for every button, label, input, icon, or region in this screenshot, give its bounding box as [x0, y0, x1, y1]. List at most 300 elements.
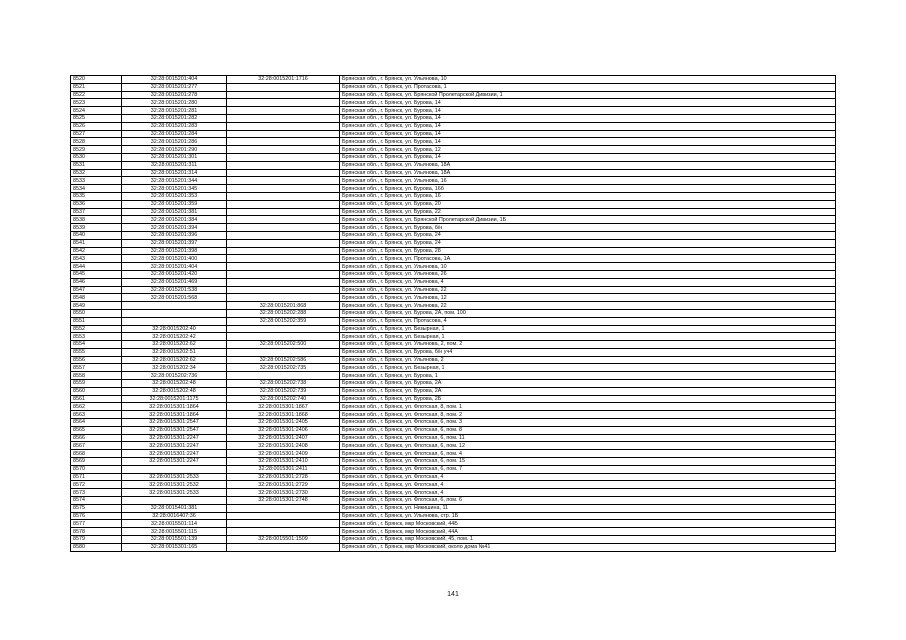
cell-row-number: 8568	[71, 450, 122, 458]
cell-object-number	[227, 278, 340, 286]
cell-row-number: 8531	[71, 161, 122, 169]
cell-row-number: 8549	[71, 302, 122, 310]
cell-row-number: 8535	[71, 192, 122, 200]
cell-address: Брянская обл., г. Брянск, ул. Бурова, 16б	[340, 185, 836, 193]
cell-parcel-number	[122, 317, 227, 325]
cell-address: Брянская обл., г. Брянск, ул. Бурова, б/н	[340, 224, 836, 232]
cell-object-number	[227, 122, 340, 130]
cell-object-number: 32:28:0015301:2411	[227, 465, 340, 473]
cell-row-number: 8526	[71, 122, 122, 130]
cell-object-number	[227, 161, 340, 169]
cell-address: Брянская обл., г. Брянск, ул. Бурова, 14	[340, 153, 836, 161]
cell-parcel-number: 32:28:0015301:165	[122, 543, 227, 551]
cell-object-number: 32:28:0015202:739	[227, 387, 340, 395]
table-row	[71, 512, 836, 520]
cell-object-number	[227, 177, 340, 185]
cell-row-number: 8565	[71, 426, 122, 434]
table-row	[71, 76, 836, 84]
table-row	[71, 434, 836, 442]
cell-row-number: 8543	[71, 255, 122, 263]
cell-row-number: 8539	[71, 224, 122, 232]
cell-parcel-number: 32:28:0015301:2247	[122, 434, 227, 442]
cell-parcel-number: 32:28:0015202:40	[122, 325, 227, 333]
cell-row-number: 8575	[71, 504, 122, 512]
cell-object-number	[227, 200, 340, 208]
cell-object-number	[227, 239, 340, 247]
table-row	[71, 528, 836, 536]
cell-parcel-number: 32:28:0015201:538	[122, 286, 227, 294]
cell-address: Брянская обл., г. Брянск, ул. Флотская, 6, пом. 4	[340, 450, 836, 458]
cell-parcel-number: 32:28:0015201:301	[122, 153, 227, 161]
cell-address: Брянская обл., г. Брянск, ул. Флотская, 8, пом. 2	[340, 411, 836, 419]
cell-row-number: 8547	[71, 286, 122, 294]
cell-parcel-number: 32:28:0015202:736	[122, 372, 227, 380]
cell-row-number: 8557	[71, 364, 122, 372]
cell-object-number: 32:28:0015301:2728	[227, 473, 340, 481]
cell-parcel-number: 32:28:0015301:2547	[122, 419, 227, 427]
cell-row-number: 8580	[71, 543, 122, 551]
cell-address: Брянская обл., г. Брянск, ул. Ульянова, 10	[340, 76, 836, 84]
cell-object-number: 32:28:0015301:2409	[227, 450, 340, 458]
cell-parcel-number	[122, 309, 227, 317]
cell-row-number: 8537	[71, 208, 122, 216]
cell-parcel-number: 32:28:0015201:404	[122, 76, 227, 84]
cell-parcel-number: 32:28:0015501:115	[122, 528, 227, 536]
cell-object-number	[227, 520, 340, 528]
table-row	[71, 255, 836, 263]
cell-address: Брянская обл., г. Брянск, ул. Флотская, 4	[340, 473, 836, 481]
cell-object-number	[227, 512, 340, 520]
cell-address: Брянская обл., г. Брянск, ул. Флотская, 6, пом. 7	[340, 465, 836, 473]
table-row	[71, 426, 836, 434]
cell-parcel-number: 32:28:0015202:51	[122, 348, 227, 356]
cell-row-number: 8572	[71, 481, 122, 489]
cell-address: Брянская обл., г. Брянск, ул. Ульянова, 18А	[340, 169, 836, 177]
table-row	[71, 504, 836, 512]
cell-object-number	[227, 348, 340, 356]
table-row	[71, 497, 836, 505]
cell-object-number	[227, 372, 340, 380]
table-row	[71, 224, 836, 232]
cell-row-number: 8550	[71, 309, 122, 317]
cell-parcel-number: 32:28:0015202:62	[122, 356, 227, 364]
cell-row-number: 8559	[71, 380, 122, 388]
cell-row-number: 8571	[71, 473, 122, 481]
table-row	[71, 114, 836, 122]
cell-address: Брянская обл., г. Брянск, ул. Бурова, 12	[340, 146, 836, 154]
cell-row-number: 8562	[71, 403, 122, 411]
table-row	[71, 380, 836, 388]
cell-object-number	[227, 294, 340, 302]
cell-object-number: 32:28:0015301:2410	[227, 458, 340, 466]
cell-row-number: 8527	[71, 130, 122, 138]
cell-address: Брянская обл., г. Брянск, ул. Флотская, 6, пом. 8	[340, 426, 836, 434]
cell-row-number: 8544	[71, 263, 122, 271]
table-row	[71, 192, 836, 200]
table-row	[71, 278, 836, 286]
cell-address: Брянская обл., г. Брянск, мкр Московский, 44Б	[340, 520, 836, 528]
cell-row-number: 8529	[71, 146, 122, 154]
table-row	[71, 208, 836, 216]
cell-parcel-number: 32:28:0015501:114	[122, 520, 227, 528]
table-row	[71, 270, 836, 278]
cell-row-number: 8522	[71, 91, 122, 99]
cell-row-number: 8555	[71, 348, 122, 356]
cell-address: Брянская обл., г. Брянск, ул. Бурова, 2А	[340, 380, 836, 388]
cell-object-number	[227, 224, 340, 232]
registry-table-body	[71, 76, 836, 552]
cell-object-number	[227, 286, 340, 294]
table-row	[71, 481, 836, 489]
table-row	[71, 91, 836, 99]
cell-object-number: 32:28:0015301:2748	[227, 497, 340, 505]
cell-row-number: 8545	[71, 270, 122, 278]
table-row	[71, 302, 836, 310]
cell-object-number: 32:28:0015301:2405	[227, 419, 340, 427]
cell-address: Брянская обл., г. Брянск, ул. Протасова, 1А	[340, 255, 836, 263]
cell-row-number: 8560	[71, 387, 122, 395]
cell-address: Брянская обл., г. Брянск, ул. Бурова, 24	[340, 239, 836, 247]
cell-address: Брянская обл., г. Брянск, мкр Московский, около дома №41	[340, 543, 836, 551]
cell-parcel-number: 32:28:0015201:1175	[122, 395, 227, 403]
cell-row-number: 8540	[71, 231, 122, 239]
table-row	[71, 473, 836, 481]
cell-address: Брянская обл., г. Брянск, ул. Бурова, 14	[340, 114, 836, 122]
table-row	[71, 536, 836, 544]
table-row	[71, 309, 836, 317]
table-row	[71, 146, 836, 154]
cell-object-number	[227, 325, 340, 333]
cell-row-number: 8573	[71, 489, 122, 497]
cell-row-number: 8521	[71, 83, 122, 91]
cell-address: Брянская обл., г. Брянск, ул. Бурова, 2Б	[340, 395, 836, 403]
cell-row-number: 8574	[71, 497, 122, 505]
cell-parcel-number	[122, 302, 227, 310]
cell-parcel-number: 32:28:0015202:34	[122, 364, 227, 372]
cell-object-number	[227, 208, 340, 216]
cell-object-number	[227, 146, 340, 154]
cell-parcel-number: 32:28:0015201:394	[122, 224, 227, 232]
table-row	[71, 395, 836, 403]
cell-row-number: 8528	[71, 138, 122, 146]
cell-object-number	[227, 270, 340, 278]
table-row	[71, 177, 836, 185]
table-row	[71, 520, 836, 528]
table-row	[71, 419, 836, 427]
cell-row-number: 8552	[71, 325, 122, 333]
cell-address: Брянская обл., г. Брянск, ул. Бурова, б/н уч4	[340, 348, 836, 356]
cell-object-number	[227, 130, 340, 138]
cell-object-number: 32:28:0015202:738	[227, 380, 340, 388]
table-row	[71, 543, 836, 551]
registry-table	[70, 75, 836, 552]
table-row	[71, 458, 836, 466]
table-row	[71, 333, 836, 341]
cell-row-number: 8523	[71, 99, 122, 107]
cell-parcel-number: 32:28:0015202:62	[122, 341, 227, 349]
cell-parcel-number: 32:28:0015301:2247	[122, 450, 227, 458]
cell-object-number	[227, 543, 340, 551]
cell-parcel-number: 32:28:0015201:469	[122, 278, 227, 286]
cell-address: Брянская обл., г. Брянск, ул. Бурова, 14	[340, 99, 836, 107]
table-row	[71, 200, 836, 208]
cell-parcel-number	[122, 497, 227, 505]
cell-parcel-number: 32:28:0015501:139	[122, 536, 227, 544]
cell-parcel-number: 32:28:0015201:311	[122, 161, 227, 169]
table-row	[71, 99, 836, 107]
cell-address: Брянская обл., г. Брянск, ул. Бурова, 14	[340, 138, 836, 146]
cell-address: Брянская обл., г. Брянск, ул. Никишина, 11	[340, 504, 836, 512]
table-row	[71, 489, 836, 497]
table-row	[71, 247, 836, 255]
table-row	[71, 356, 836, 364]
table-row	[71, 403, 836, 411]
cell-parcel-number: 32:28:0015202:42	[122, 333, 227, 341]
cell-parcel-number: 32:28:0015201:381	[122, 208, 227, 216]
cell-address: Брянская обл., г. Брянск, ул. Бурова, 14	[340, 130, 836, 138]
table-row	[71, 411, 836, 419]
cell-parcel-number: 32:28:0015301:2533	[122, 489, 227, 497]
cell-parcel-number: 32:28:0015301:2247	[122, 458, 227, 466]
cell-address: Брянская обл., г. Брянск, ул. Ульянова, 4	[340, 278, 836, 286]
cell-row-number: 8564	[71, 419, 122, 427]
cell-object-number	[227, 528, 340, 536]
table-row	[71, 442, 836, 450]
cell-object-number	[227, 504, 340, 512]
cell-row-number: 8567	[71, 442, 122, 450]
table-row	[71, 216, 836, 224]
cell-object-number: 32:28:0015301:1867	[227, 403, 340, 411]
cell-parcel-number	[122, 465, 227, 473]
cell-address: Брянская обл., г. Брянск, ул. Флотская, 6, пом. 6	[340, 497, 836, 505]
cell-address: Брянская обл., г. Брянск, ул. Брянской Пролетарской Дивизии, 1	[340, 91, 836, 99]
cell-address: Брянская обл., г. Брянск, ул. Ульянова, стр. 1Б	[340, 512, 836, 520]
cell-row-number: 8554	[71, 341, 122, 349]
cell-address: Брянская обл., г. Брянск, ул. Флотская, 6, пом. 12	[340, 442, 836, 450]
cell-object-number: 32:28:0015202:359	[227, 317, 340, 325]
table-row	[71, 231, 836, 239]
cell-address: Брянская обл., г. Брянск, ул. Бурова, 14	[340, 122, 836, 130]
table-row	[71, 83, 836, 91]
cell-address: Брянская обл., г. Брянск, ул. Безырная, 1	[340, 333, 836, 341]
cell-parcel-number: 32:28:0015201:344	[122, 177, 227, 185]
cell-object-number	[227, 153, 340, 161]
table-row	[71, 465, 836, 473]
cell-address: Брянская обл., г. Брянск, ул. Флотская, 6, пом. 3	[340, 419, 836, 427]
cell-parcel-number: 32:28:0015201:568	[122, 294, 227, 302]
table-row	[71, 263, 836, 271]
cell-row-number: 8558	[71, 372, 122, 380]
table-row	[71, 325, 836, 333]
cell-address: Брянская обл., г. Брянск, ул. Флотская, 6, пом. 11	[340, 434, 836, 442]
cell-parcel-number: 32:28:0015201:282	[122, 114, 227, 122]
cell-parcel-number: 32:28:0015201:397	[122, 239, 227, 247]
table-row	[71, 161, 836, 169]
cell-address: Брянская обл., г. Брянск, ул. Флотская, 8, пом. 1	[340, 403, 836, 411]
cell-row-number: 8530	[71, 153, 122, 161]
cell-parcel-number: 32:28:0015201:404	[122, 263, 227, 271]
cell-address: Брянская обл., г. Брянск, ул. Флотская, 4	[340, 481, 836, 489]
cell-address: Брянская обл., г. Брянск, ул. Бурова, 22	[340, 208, 836, 216]
cell-parcel-number: 32:28:0015201:283	[122, 122, 227, 130]
cell-parcel-number: 32:28:0015301:2532	[122, 481, 227, 489]
cell-address: Брянская обл., г. Брянск, ул. Бурова, 28	[340, 247, 836, 255]
cell-object-number	[227, 83, 340, 91]
cell-address: Брянская обл., г. Брянск, ул. Ульянова, 26	[340, 270, 836, 278]
cell-address: Брянская обл., г. Брянск, ул. Флотская, 6, пом. 15	[340, 458, 836, 466]
table-row	[71, 450, 836, 458]
cell-parcel-number: 32:28:0015201:400	[122, 255, 227, 263]
cell-row-number: 8579	[71, 536, 122, 544]
cell-address: Брянская обл., г. Брянск, ул. Протасова, 4	[340, 317, 836, 325]
table-row	[71, 169, 836, 177]
table-row	[71, 153, 836, 161]
cell-object-number	[227, 107, 340, 115]
table-row	[71, 348, 836, 356]
table-row	[71, 130, 836, 138]
cell-object-number: 32:28:0015301:2729	[227, 481, 340, 489]
cell-object-number	[227, 231, 340, 239]
cell-object-number	[227, 255, 340, 263]
cell-object-number	[227, 91, 340, 99]
cell-parcel-number: 32:28:0015201:314	[122, 169, 227, 177]
table-row	[71, 317, 836, 325]
cell-row-number: 8541	[71, 239, 122, 247]
table-row	[71, 286, 836, 294]
cell-row-number: 8524	[71, 107, 122, 115]
cell-row-number: 8534	[71, 185, 122, 193]
cell-parcel-number: 32:28:0015201:290	[122, 146, 227, 154]
cell-address: Брянская обл., г. Брянск, ул. Бурова, 2А, пом. 100	[340, 309, 836, 317]
cell-object-number: 32:28:0015301:2407	[227, 434, 340, 442]
table-row	[71, 364, 836, 372]
cell-parcel-number: 32:28:0015301:2533	[122, 473, 227, 481]
cell-row-number: 8520	[71, 76, 122, 84]
cell-object-number	[227, 333, 340, 341]
cell-row-number: 8561	[71, 395, 122, 403]
cell-address: Брянская обл., г. Брянск, ул. Ульянова, 18А	[340, 161, 836, 169]
cell-row-number: 8551	[71, 317, 122, 325]
cell-parcel-number: 32:28:0015301:1864	[122, 403, 227, 411]
cell-parcel-number: 32:28:0015301:2247	[122, 442, 227, 450]
cell-address: Брянская обл., г. Брянск, ул. Ульянова, 12	[340, 294, 836, 302]
cell-object-number	[227, 185, 340, 193]
cell-parcel-number: 32:28:0015201:353	[122, 192, 227, 200]
table-row	[71, 294, 836, 302]
cell-parcel-number: 32:28:0015301:1864	[122, 411, 227, 419]
cell-parcel-number: 32:28:0015201:280	[122, 99, 227, 107]
cell-parcel-number: 32:28:0015201:420	[122, 270, 227, 278]
cell-row-number: 8553	[71, 333, 122, 341]
cell-row-number: 8566	[71, 434, 122, 442]
cell-address: Брянская обл., г. Брянск, ул. Ульянова, 22	[340, 286, 836, 294]
cell-address: Брянская обл., г. Брянск, ул. Бурова, 24	[340, 231, 836, 239]
cell-parcel-number: 32:28:0015401:381	[122, 504, 227, 512]
cell-row-number: 8569	[71, 458, 122, 466]
cell-object-number: 32:28:0015301:2406	[227, 426, 340, 434]
cell-parcel-number: 32:28:0015201:286	[122, 138, 227, 146]
cell-address: Брянская обл., г. Брянск, ул. Безырная, 1	[340, 364, 836, 372]
cell-object-number: 32:28:0015501:1509	[227, 536, 340, 544]
table-row	[71, 107, 836, 115]
table-row	[71, 387, 836, 395]
cell-object-number: 32:28:0015202:735	[227, 364, 340, 372]
cell-object-number: 32:28:0015301:2408	[227, 442, 340, 450]
cell-parcel-number: 32:28:0015201:398	[122, 247, 227, 255]
cell-parcel-number: 32:28:0015202:48	[122, 387, 227, 395]
cell-address: Брянская обл., г. Брянск, ул. Ульянова, 2, пом. 2	[340, 341, 836, 349]
cell-row-number: 8538	[71, 216, 122, 224]
cell-object-number: 32:28:0015202:288	[227, 309, 340, 317]
cell-parcel-number: 32:28:0015201:384	[122, 216, 227, 224]
cell-parcel-number: 32:28:0015201:396	[122, 231, 227, 239]
cell-parcel-number: 32:28:0015201:359	[122, 200, 227, 208]
cell-object-number	[227, 138, 340, 146]
table-row	[71, 122, 836, 130]
cell-address: Брянская обл., г. Брянск, ул. Бурова, 1	[340, 372, 836, 380]
cell-address: Брянская обл., г. Брянск, мкр Московский, 45, пом. 1	[340, 536, 836, 544]
cell-row-number: 8578	[71, 528, 122, 536]
cell-parcel-number: 32:28:0015201:281	[122, 107, 227, 115]
cell-row-number: 8542	[71, 247, 122, 255]
cell-object-number: 32:28:0015301:1868	[227, 411, 340, 419]
cell-address: Брянская обл., г. Брянск, ул. Бурова, 2А	[340, 387, 836, 395]
table-row	[71, 239, 836, 247]
table-row	[71, 372, 836, 380]
cell-object-number	[227, 247, 340, 255]
cell-row-number: 8563	[71, 411, 122, 419]
cell-address: Брянская обл., г. Брянск, ул. Безырная, 1	[340, 325, 836, 333]
cell-address: Брянская обл., г. Брянск, ул. Ульянова, 16	[340, 177, 836, 185]
table-row	[71, 138, 836, 146]
cell-object-number: 32:28:0015301:2730	[227, 489, 340, 497]
table-row	[71, 185, 836, 193]
cell-address: Брянская обл., г. Брянск, ул. Бурова, 16	[340, 192, 836, 200]
cell-row-number: 8536	[71, 200, 122, 208]
cell-object-number: 32:28:0015202:500	[227, 341, 340, 349]
page-number: 141	[447, 591, 459, 598]
cell-parcel-number: 32:28:0015201:277	[122, 83, 227, 91]
cell-object-number	[227, 114, 340, 122]
cell-address: Брянская обл., г. Брянск, ул. Бурова, 20	[340, 200, 836, 208]
cell-parcel-number: 32:28:0015202:48	[122, 380, 227, 388]
cell-parcel-number: 32:28:0015201:345	[122, 185, 227, 193]
cell-object-number	[227, 216, 340, 224]
cell-row-number: 8556	[71, 356, 122, 364]
cell-parcel-number: 32:28:0015201:278	[122, 91, 227, 99]
cell-row-number: 8532	[71, 169, 122, 177]
cell-object-number	[227, 169, 340, 177]
cell-address: Брянская обл., г. Брянск, ул. Брянской Пролетарской Дивизии, 1Б	[340, 216, 836, 224]
cell-object-number	[227, 99, 340, 107]
cell-address: Брянская обл., г. Брянск, ул. Бурова, 14	[340, 107, 836, 115]
cell-row-number: 8577	[71, 520, 122, 528]
cell-row-number: 8548	[71, 294, 122, 302]
cell-row-number: 8525	[71, 114, 122, 122]
cell-address: Брянская обл., г. Брянск, ул. Ульянова, 22	[340, 302, 836, 310]
cell-object-number	[227, 263, 340, 271]
cell-parcel-number: 32:28:0015301:2547	[122, 426, 227, 434]
cell-row-number: 8570	[71, 465, 122, 473]
cell-object-number: 32:28:0015202:740	[227, 395, 340, 403]
cell-object-number	[227, 192, 340, 200]
table-row	[71, 341, 836, 349]
cell-object-number: 32:28:0015201:868	[227, 302, 340, 310]
cell-row-number: 8576	[71, 512, 122, 520]
cell-object-number: 32:28:0015201:1716	[227, 76, 340, 84]
cell-address: Брянская обл., г. Брянск, ул. Ульянова, 10	[340, 263, 836, 271]
cell-address: Брянская обл., г. Брянск, ул. Флотская, 4	[340, 489, 836, 497]
